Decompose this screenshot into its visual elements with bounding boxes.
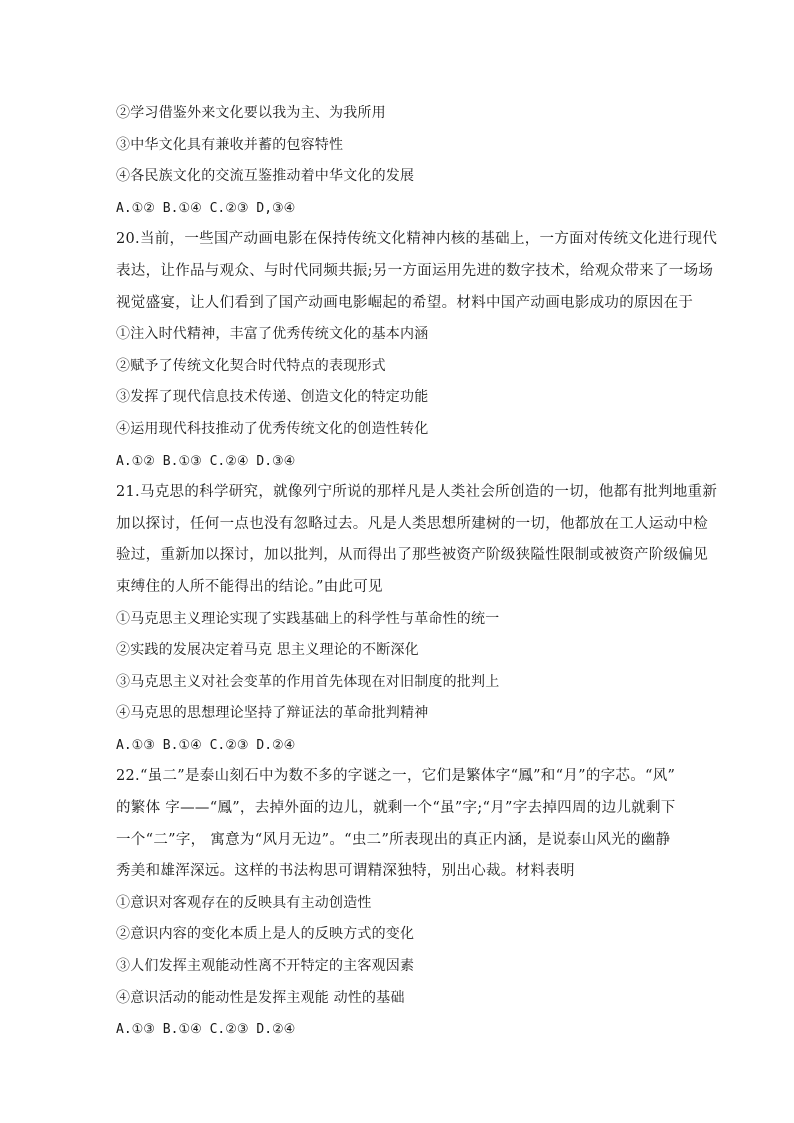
question-stem-line: 验过，重新加以探讨，加以批判，从而得出了那些被资产阶级狭隘性限制或被资产阶级偏见	[116, 547, 708, 564]
question-stem-line: 束缚住的人所不能得出的结论。”由此可见	[116, 578, 383, 595]
option-line: ④各民族文化的交流互鉴推动着中华文化的发展	[116, 168, 415, 185]
option-line: ②学习借鉴外来文化要以我为主、为我所用	[116, 105, 386, 121]
option-line: ④运用现代科技推动了优秀传统文化的创造性转化	[116, 420, 429, 437]
question-stem-line: 21.马克思的科学研究，就像列宁所说的那样凡是人类社会所创造的一切，他都有批判地重新	[116, 484, 718, 501]
answer-choices: A.①② B.①③ C.②④ D.③④	[116, 453, 296, 469]
answer-choices: A.①③ B.①④ C.②③ D.②④	[116, 737, 296, 753]
question-20	[116, 224, 716, 477]
option-line: ①马克思主义理论实现了实践基础上的科学性与革命性的统一	[116, 610, 500, 627]
answer-choices: A.①② B.①④ C.②③ D,③④	[116, 200, 296, 216]
question-22	[116, 761, 716, 1045]
option-line: ①意识对客观存在的反映具有主动创造性	[116, 894, 372, 911]
option-line: ②意识内容的变化本质上是人的反映方式的变化	[116, 926, 415, 943]
option-line: ①注入时代精神，丰富了优秀传统文化的基本内涵	[116, 326, 429, 343]
question-21	[116, 477, 716, 761]
option-line: ②实践的发展决定着马克 思主义理论的不断深化	[116, 642, 419, 659]
question-stem-line: 加以探讨，任何一点也没有忽略过去。凡是人类思想所建树的一切，他都放在工人运动中检	[116, 515, 708, 532]
question-stem-line: 22.“虽二”是泰山刻石中为数不多的字谜之一，它们是繁体字“鳳”和“月”的字芯。“风”	[116, 768, 676, 785]
question-stem-line: 秀美和雄浑深远。这样的书法构思可谓精深独特，别出心裁。材料表明	[116, 863, 575, 880]
option-line: ③中华文化具有兼收并蓄的包容特性	[116, 136, 344, 153]
option-line: ③人们发挥主观能动性离不开特定的主客观因素	[116, 958, 415, 975]
exam-page	[116, 98, 716, 1046]
answer-choices: A.①③ B.①④ C.②③ D.②④	[116, 1022, 296, 1038]
option-line: ③发挥了现代信息技术传递、创造文化的特定功能	[116, 389, 429, 406]
question-19-continued	[116, 98, 716, 224]
question-stem-line: 视觉盛宴，让人们看到了国产动画电影崛起的希望。材料中国产动画电影成功的原因在于	[116, 294, 694, 311]
option-line: ②赋予了传统文化契合时代特点的表现形式	[116, 357, 386, 374]
option-line: ④意识活动的能动性是发挥主观能 动性的基础	[116, 989, 405, 1006]
option-line: ④马克思的思想理论坚持了辩证法的革命批判精神	[116, 705, 429, 722]
question-stem-line: 一个“二”字， 寓意为“风月无边”。“虫二”所表现出的真正内涵，是说泰山风光的幽静	[116, 831, 671, 848]
option-line: ③马克思主义对社会变革的作用首先体现在对旧制度的批判上	[116, 673, 500, 690]
question-stem-line: 的繁体 字——“鳳”，去掉外面的边儿，就剩一个“虽”字;“月”字去掉四周的边儿就剩下	[116, 800, 676, 817]
question-stem-line: 表达，让作品与观众、与时代同频共振;另一方面运用先进的数字技术，给观众带来了一场场	[116, 262, 714, 279]
question-stem-line: 20.当前，一些国产动画电影在保持传统文化精神内核的基础上，一方面对传统文化进行现代	[116, 231, 718, 248]
